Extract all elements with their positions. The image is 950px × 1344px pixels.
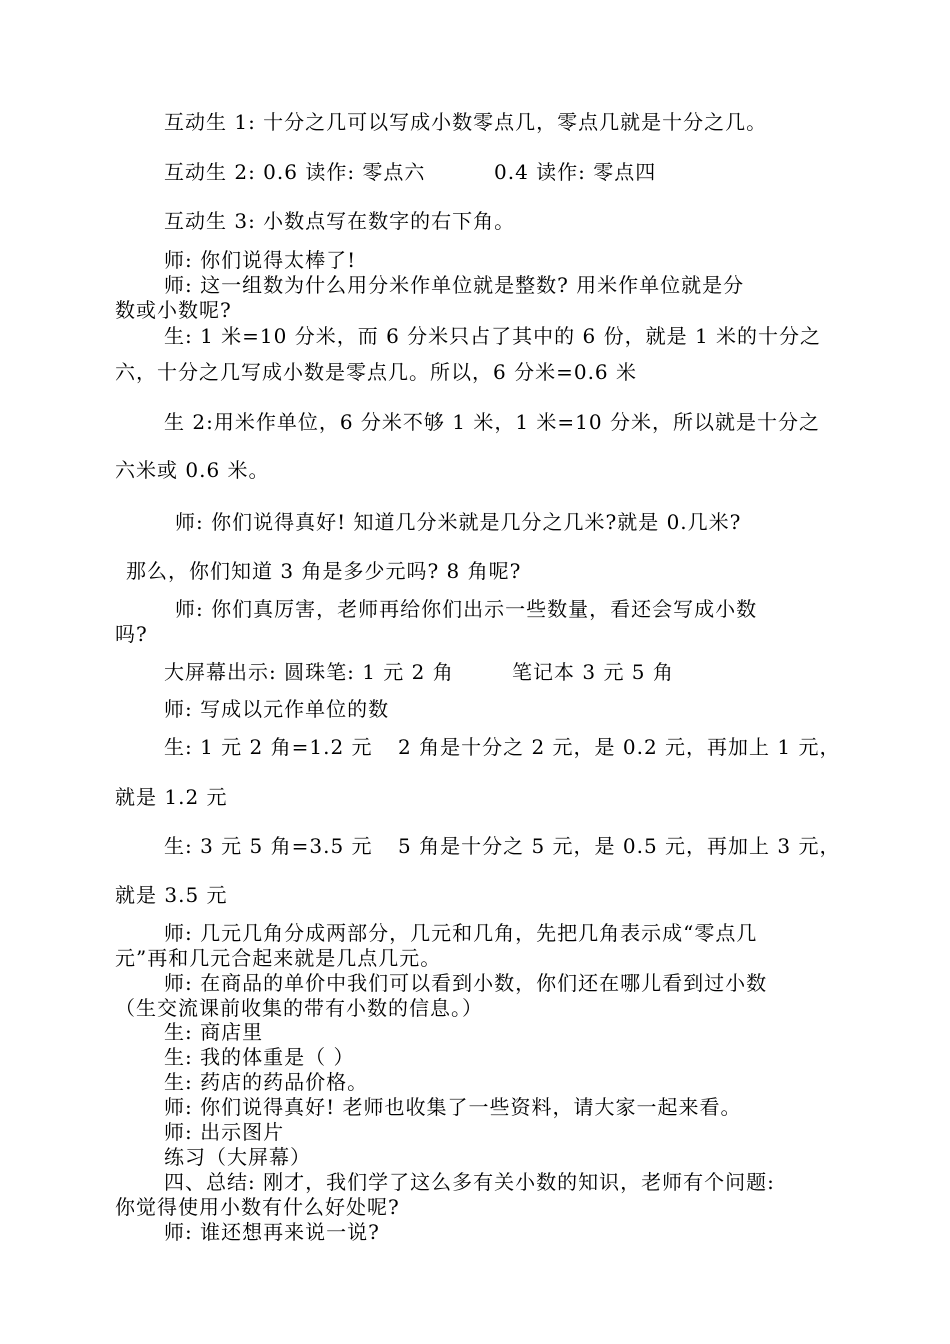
- text-line: 师: 你们真厉害，老师再给你们出示一些数量，看还会写成小数: [175, 597, 758, 621]
- text-line: 师: 出示图片: [164, 1120, 285, 1144]
- text-line: 元”再和几元合起来就是几点几元。: [115, 946, 442, 970]
- text-line: 师: 写成以元作单位的数: [164, 697, 390, 721]
- text-line: 生 2:用米作单位，6 分米不够 1 米，1 米=10 分米，所以就是十分之: [164, 410, 820, 434]
- text-line: 笔记本 3 元 5 角: [512, 660, 674, 684]
- text-line: 那么，你们知道 3 角是多少元吗? 8 角呢?: [126, 559, 522, 583]
- text-line: 就是 1.2 元: [115, 785, 228, 809]
- text-line: 生: 1 元 2 角=1.2 元: [164, 735, 373, 759]
- text-line: 就是 3.5 元: [115, 883, 228, 907]
- text-line: 互动生 2: 0.6 读作: 零点六: [164, 160, 426, 184]
- text-line: 0.4 读作: 零点四: [494, 160, 657, 184]
- text-line: 四、总结: 刚才，我们学了这么多有关小数的知识，老师有个问题:: [164, 1170, 775, 1194]
- text-line: 吗?: [115, 622, 148, 646]
- text-line: 大屏幕出示: 圆珠笔: 1 元 2 角: [164, 660, 454, 684]
- text-line: 互动生 3: 小数点写在数字的右下角。: [164, 209, 516, 233]
- text-line: 生: 1 米=10 分米，而 6 分米只占了其中的 6 份，就是 1 米的十分之: [164, 324, 822, 348]
- text-line: 2 角是十分之 2 元，是 0.2 元，再加上 1 元，: [398, 735, 841, 759]
- text-line: 练习（大屏幕）: [164, 1145, 311, 1169]
- text-line: 师: 几元几角分成两部分，几元和几角，先把几角表示成“零点几: [164, 921, 758, 945]
- text-line: 生: 药店的药品价格。: [164, 1070, 369, 1094]
- text-line: （生交流课前收集的带有小数的信息。）: [115, 996, 483, 1020]
- text-line: 5 角是十分之 5 元，是 0.5 元，再加上 3 元，: [398, 834, 841, 858]
- text-line: 互动生 1: 十分之几可以写成小数零点几，零点几就是十分之几。: [164, 110, 768, 134]
- text-line: 师: 谁还想再来说一说?: [164, 1220, 380, 1244]
- text-line: 师: 这一组数为什么用分米作单位就是整数? 用米作单位就是分: [164, 273, 745, 297]
- text-line: 师: 你们说得真好! 知道几分米就是几分之几米?就是 0.几米?: [175, 510, 742, 534]
- text-line: 师: 你们说得真好! 老师也收集了一些资料，请大家一起来看。: [164, 1095, 742, 1119]
- text-line: 师: 你们说得太棒了!: [164, 248, 357, 272]
- text-line: 六米或 0.6 米。: [115, 458, 270, 482]
- text-line: 生: 商店里: [164, 1020, 264, 1044]
- text-line: 你觉得使用小数有什么好处呢?: [115, 1195, 400, 1219]
- text-line: 生: 我的体重是（ ）: [164, 1045, 355, 1069]
- text-line: 数或小数呢?: [115, 298, 232, 322]
- text-line: 六，十分之几写成小数是零点几。所以，6 分米=0.6 米: [115, 360, 638, 384]
- text-line: 生: 3 元 5 角=3.5 元: [164, 834, 373, 858]
- text-line: 师: 在商品的单价中我们可以看到小数，你们还在哪儿看到过小数: [164, 971, 768, 995]
